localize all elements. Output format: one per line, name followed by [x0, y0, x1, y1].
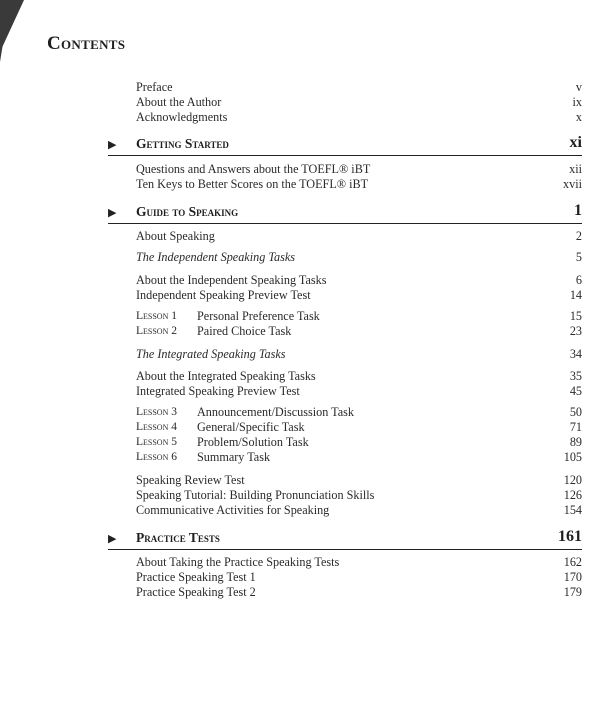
- section-heading-guide-to-speaking[interactable]: [108, 203, 582, 224]
- lesson-label: Lesson 6: [136, 451, 177, 463]
- entry-page: 5: [575, 250, 582, 264]
- entry-page: 105: [563, 450, 582, 464]
- section-page: xi: [569, 134, 582, 151]
- entry-page: x: [575, 110, 582, 124]
- section-heading-getting-started[interactable]: [108, 135, 582, 156]
- entry-title: About Taking the Practice Speaking Tests: [136, 555, 340, 569]
- entry-page: ix: [572, 95, 582, 109]
- entry-page: xii: [569, 162, 582, 176]
- entry-title: General/Specific Task: [197, 420, 305, 434]
- entry-page: xvii: [563, 177, 582, 191]
- entry-page: 50: [569, 405, 582, 419]
- entry-title: Personal Preference Task: [197, 309, 320, 323]
- entry-title: Paired Choice Task: [197, 324, 292, 338]
- entry-title: Acknowledgments: [136, 110, 228, 124]
- entry-page: 23: [569, 324, 582, 338]
- entry-title: About the Integrated Speaking Tasks: [136, 369, 316, 383]
- entry-page: 15: [569, 309, 582, 323]
- entry-page: 162: [563, 555, 582, 569]
- entry-title: The Integrated Speaking Tasks: [136, 347, 286, 361]
- entry-page: 120: [563, 473, 582, 487]
- entry-title: Summary Task: [197, 450, 271, 464]
- entry-page: 170: [563, 570, 582, 584]
- entry-title: About the Author: [136, 95, 222, 109]
- entry-page: 14: [569, 288, 582, 302]
- play-arrow-icon: ▶: [108, 533, 117, 545]
- section-title: Getting Started: [136, 136, 229, 151]
- entry-title: Practice Speaking Test 1: [136, 570, 256, 584]
- entry-title: Preface: [136, 80, 173, 94]
- entry-page: 35: [569, 369, 582, 383]
- section-title: Guide to Speaking: [136, 204, 239, 219]
- entry-page: 45: [569, 384, 582, 398]
- entry-title: About the Independent Speaking Tasks: [136, 273, 327, 287]
- lesson-label: Lesson 2: [136, 325, 177, 337]
- corner-tab-edge: [0, 0, 10, 62]
- entry-title: Practice Speaking Test 2: [136, 585, 256, 599]
- entry-title: Questions and Answers about the TOEFL® iBT: [136, 162, 371, 176]
- entry-page: 154: [563, 503, 582, 517]
- play-arrow-icon: ▶: [108, 207, 117, 219]
- section-page: 161: [558, 528, 582, 545]
- lesson-label: Lesson 5: [136, 436, 177, 448]
- entry-title: Problem/Solution Task: [197, 435, 309, 449]
- entry-page: v: [575, 80, 582, 94]
- entry-page: 6: [575, 273, 582, 287]
- section-title: Practice Tests: [136, 530, 220, 545]
- entry-title: Ten Keys to Better Scores on the TOEFL® iBT: [136, 177, 369, 191]
- entry-page: 126: [563, 488, 582, 502]
- entry-title: Announcement/Discussion Task: [197, 405, 355, 419]
- entry-title: Speaking Review Test: [136, 473, 245, 487]
- entry-title: The Independent Speaking Tasks: [136, 250, 295, 264]
- lesson-label: Lesson 1: [136, 310, 177, 322]
- section-heading-practice-tests[interactable]: [108, 529, 582, 550]
- entry-page: 34: [569, 347, 582, 361]
- entry-title: Integrated Speaking Preview Test: [136, 384, 300, 398]
- page-title: Contents: [47, 33, 126, 54]
- section-page: 1: [574, 202, 582, 219]
- entry-page: 71: [569, 420, 582, 434]
- lesson-label: Lesson 4: [136, 421, 177, 433]
- lesson-label: Lesson 3: [136, 406, 177, 418]
- entry-page: 179: [563, 585, 582, 599]
- entry-page: 89: [569, 435, 582, 449]
- entry-title: About Speaking: [136, 229, 215, 243]
- entry-page: 2: [575, 229, 582, 243]
- entry-title: Independent Speaking Preview Test: [136, 288, 311, 302]
- play-arrow-icon: ▶: [108, 139, 117, 151]
- entry-title: Communicative Activities for Speaking: [136, 503, 330, 517]
- entry-title: Speaking Tutorial: Building Pronunciation Skills: [136, 488, 375, 502]
